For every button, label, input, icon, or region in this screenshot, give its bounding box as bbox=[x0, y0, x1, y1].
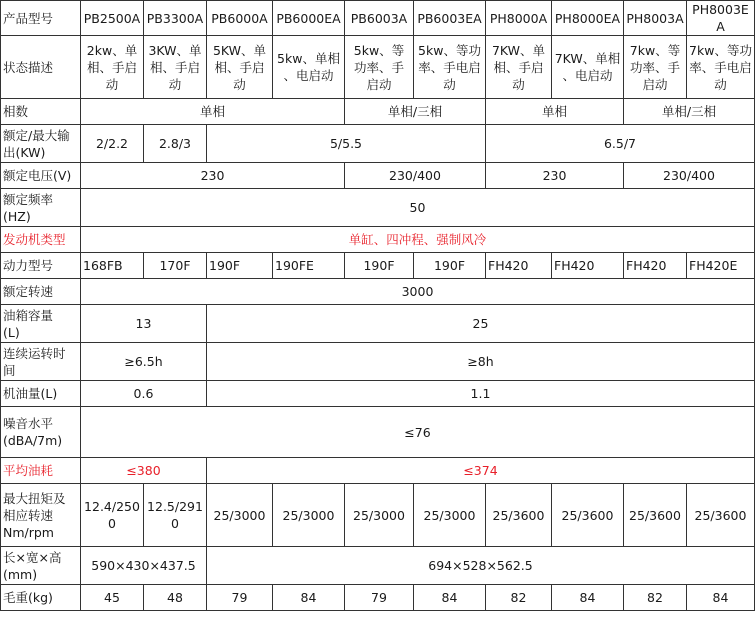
row-label: 相数 bbox=[1, 99, 81, 125]
table-cell: ≤76 bbox=[81, 407, 755, 458]
table-cell: 50 bbox=[81, 189, 755, 227]
table-cell: ≤374 bbox=[207, 458, 755, 484]
table-cell: 1.1 bbox=[207, 381, 755, 407]
table-cell: 79 bbox=[345, 585, 414, 611]
table-cell: 84 bbox=[414, 585, 486, 611]
dimensions-row bbox=[1, 547, 755, 585]
table-cell: 单相/三相 bbox=[624, 99, 755, 125]
table-cell: 5kw、等功 率、手电启 动 bbox=[414, 36, 486, 99]
table-cell: PB3300A bbox=[144, 1, 207, 36]
table-cell: 84 bbox=[273, 585, 345, 611]
table-cell: 230 bbox=[81, 163, 345, 189]
row-label: 动力型号 bbox=[1, 253, 81, 279]
table-cell: 45 bbox=[81, 585, 144, 611]
table-cell: 79 bbox=[207, 585, 273, 611]
table-cell: 25/3000 bbox=[414, 484, 486, 547]
table-cell: 12.5/291 0 bbox=[144, 484, 207, 547]
table-cell: 单相 bbox=[81, 99, 345, 125]
rated-voltage-row bbox=[1, 163, 755, 189]
rated-frequency-row bbox=[1, 189, 755, 227]
table-cell: PH8003A bbox=[624, 1, 687, 36]
table-cell: 2kw、单 相、手启 动 bbox=[81, 36, 144, 99]
table-cell: FH420 bbox=[486, 253, 552, 279]
table-cell: ≥8h bbox=[207, 343, 755, 381]
row-label: 噪音水平 (dBA/7m) bbox=[1, 407, 81, 458]
table-cell: 25/3000 bbox=[207, 484, 273, 547]
row-label: 毛重(kg) bbox=[1, 585, 81, 611]
table-cell: 84 bbox=[687, 585, 755, 611]
table-cell: 5kw、单相 、电启动 bbox=[273, 36, 345, 99]
table-cell: 230/400 bbox=[624, 163, 755, 189]
table-cell: 190F bbox=[414, 253, 486, 279]
table-cell: 190FE bbox=[273, 253, 345, 279]
table-cell: 2/2.2 bbox=[81, 125, 144, 163]
row-label: 产品型号 bbox=[1, 1, 81, 36]
rated-speed-row bbox=[1, 279, 755, 305]
row-label: 状态描述 bbox=[1, 36, 81, 99]
row-label: 额定频率 (HZ) bbox=[1, 189, 81, 227]
gross-weight-row bbox=[1, 585, 755, 611]
max-torque-row bbox=[1, 484, 755, 547]
table-cell: 单相/三相 bbox=[345, 99, 486, 125]
table-cell: 84 bbox=[552, 585, 624, 611]
table-cell: 13 bbox=[81, 305, 207, 343]
table-cell: 48 bbox=[144, 585, 207, 611]
table-cell: 5/5.5 bbox=[207, 125, 486, 163]
table-cell: PH8000A bbox=[486, 1, 552, 36]
row-label: 长×宽×高 (mm) bbox=[1, 547, 81, 585]
table-cell: 5kw、等 功率、手 启动 bbox=[345, 36, 414, 99]
table-cell: 25 bbox=[207, 305, 755, 343]
table-cell: 694×528×562.5 bbox=[207, 547, 755, 585]
table-cell: PB6003A bbox=[345, 1, 414, 36]
row-label: 额定/最大输 出(KW) bbox=[1, 125, 81, 163]
table-cell: 25/3000 bbox=[273, 484, 345, 547]
engine-model-row bbox=[1, 253, 755, 279]
table-cell: 230 bbox=[486, 163, 624, 189]
table-cell: 25/3600 bbox=[687, 484, 755, 547]
status-row bbox=[1, 36, 755, 99]
table-cell: 7kw、等功 率、手电启 动 bbox=[687, 36, 755, 99]
table-cell: 7KW、单 相、手启 动 bbox=[486, 36, 552, 99]
rated-power-row bbox=[1, 125, 755, 163]
row-label: 机油量(L) bbox=[1, 381, 81, 407]
table-cell: 590×430×437.5 bbox=[81, 547, 207, 585]
table-cell: 25/3600 bbox=[552, 484, 624, 547]
table-cell: 7KW、单相 、电启动 bbox=[552, 36, 624, 99]
table-cell: 2.8/3 bbox=[144, 125, 207, 163]
table-cell: 25/3600 bbox=[624, 484, 687, 547]
fuel-tank-row bbox=[1, 305, 755, 343]
row-label: 额定电压(V) bbox=[1, 163, 81, 189]
table-cell: 12.4/250 0 bbox=[81, 484, 144, 547]
table-cell: 3KW、单 相、手启 动 bbox=[144, 36, 207, 99]
row-label: 平均油耗 bbox=[1, 458, 81, 484]
table-cell: 230/400 bbox=[345, 163, 486, 189]
table-cell: 7kw、等 功率、手 启动 bbox=[624, 36, 687, 99]
engine-type-row bbox=[1, 227, 755, 253]
noise-level-row bbox=[1, 407, 755, 458]
fuel-consumption-row bbox=[1, 458, 755, 484]
table-cell: 82 bbox=[486, 585, 552, 611]
table-cell: 25/3600 bbox=[486, 484, 552, 547]
table-cell: 单缸、四冲程、强制风冷 bbox=[81, 227, 755, 253]
row-label: 发动机类型 bbox=[1, 227, 81, 253]
table-cell: 168FB bbox=[81, 253, 144, 279]
row-label: 油箱容量 (L) bbox=[1, 305, 81, 343]
table-cell: FH420E bbox=[687, 253, 755, 279]
continuous-runtime-row bbox=[1, 343, 755, 381]
table-cell: FH420 bbox=[552, 253, 624, 279]
phase-row bbox=[1, 99, 755, 125]
table-cell: ≥6.5h bbox=[81, 343, 207, 381]
table-cell: PH8003EA bbox=[687, 1, 755, 36]
table-cell: 170F bbox=[144, 253, 207, 279]
table-cell: 单相 bbox=[486, 99, 624, 125]
table-cell: PB6003EA bbox=[414, 1, 486, 36]
table-cell: PH8000EA bbox=[552, 1, 624, 36]
table-cell: 82 bbox=[624, 585, 687, 611]
model-row bbox=[1, 1, 755, 36]
table-cell: PB6000EA bbox=[273, 1, 345, 36]
table-cell: FH420 bbox=[624, 253, 687, 279]
table-cell: ≤380 bbox=[81, 458, 207, 484]
oil-capacity-row bbox=[1, 381, 755, 407]
row-label: 额定转速 bbox=[1, 279, 81, 305]
table-cell: 5KW、单 相、手启 动 bbox=[207, 36, 273, 99]
table-cell: PB6000A bbox=[207, 1, 273, 36]
table-cell: 0.6 bbox=[81, 381, 207, 407]
table-cell: 3000 bbox=[81, 279, 755, 305]
table-cell: 6.5/7 bbox=[486, 125, 755, 163]
table-cell: 190F bbox=[345, 253, 414, 279]
row-label: 连续运转时 间 bbox=[1, 343, 81, 381]
spec-table-body bbox=[1, 1, 755, 611]
row-label: 最大扭矩及 相应转速 Nm/rpm bbox=[1, 484, 81, 547]
table-cell: PB2500A bbox=[81, 1, 144, 36]
table-cell: 25/3000 bbox=[345, 484, 414, 547]
table-cell: 190F bbox=[207, 253, 273, 279]
